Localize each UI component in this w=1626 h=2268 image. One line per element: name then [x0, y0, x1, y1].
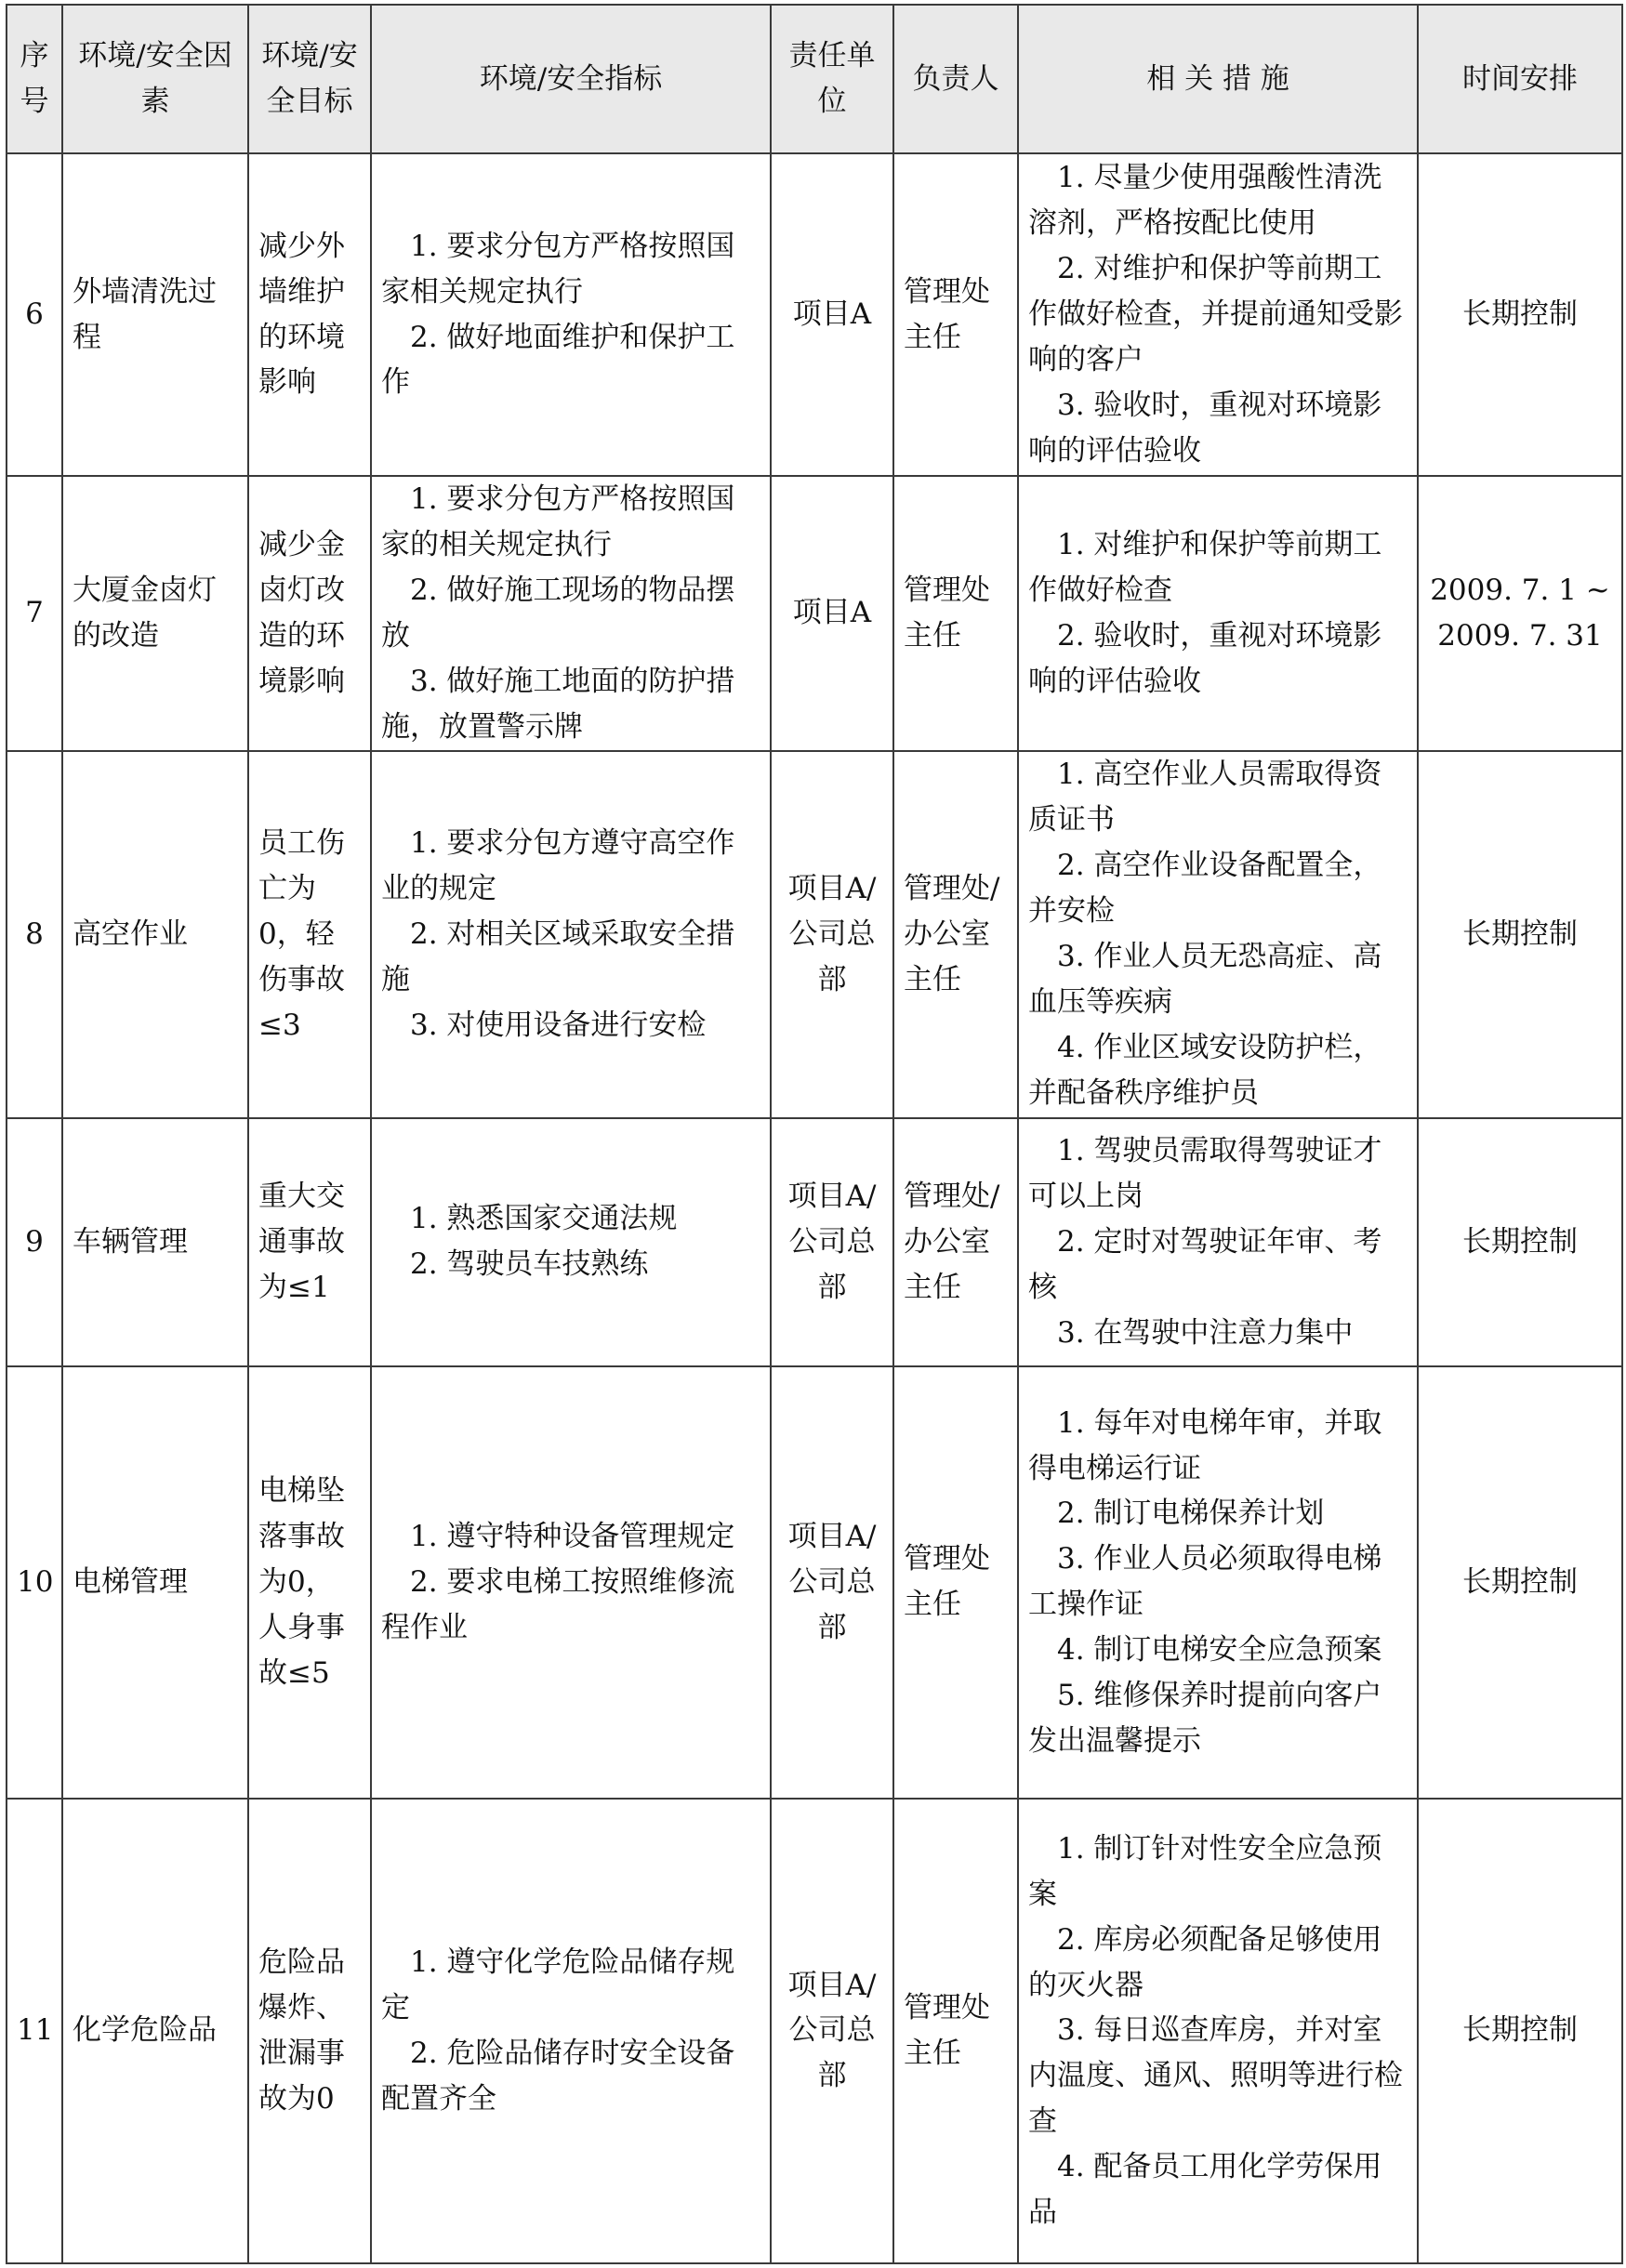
row-measures-item: 1. 驾驶员需取得驾驶证才可以上岗 — [1028, 1133, 1382, 1213]
row-schedule: 长期控制 — [1418, 751, 1622, 1118]
row-no: 9 — [7, 1118, 62, 1366]
row-measures — [1018, 476, 1418, 751]
row-indicators-item: 2. 危险品储存时安全设备配置齐全 — [381, 2036, 735, 2116]
row-goal: 危险品爆炸、泄漏事故为0 — [248, 1799, 371, 2263]
row-goal: 重大交通事故为≤1 — [248, 1118, 371, 1366]
row-measures-item: 5. 维修保养时提前向客户发出温馨提示 — [1028, 1679, 1382, 1759]
row-person: 管理处主任 — [893, 1366, 1018, 1799]
row-indicators-item: 1. 熟悉国家交通法规 — [410, 1202, 678, 1236]
row-schedule: 2009. 7. 1 ~ 2009. 7. 31 — [1418, 476, 1622, 751]
row-indicators-item: 3. 做好施工地面的防护措施，放置警示牌 — [381, 664, 735, 744]
row-indicators-item: 2. 做好地面维护和保护工作 — [381, 320, 735, 400]
row-measures-item: 4. 作业区域安设防护栏，并配备秩序维护员 — [1028, 1031, 1382, 1111]
header-schedule: 时间安排 — [1418, 5, 1622, 153]
row-indicators-item: 2. 做好施工现场的物品摆放 — [381, 573, 735, 653]
row-indicators-item: 2. 对相关区域采取安全措施 — [381, 916, 735, 996]
row-measures — [1018, 153, 1418, 476]
row-measures-item: 2. 验收时，重视对环境影响的评估验收 — [1028, 618, 1382, 698]
row-measures-item: 1. 尽量少使用强酸性清洗溶剂，严格按配比使用 — [1028, 161, 1382, 241]
row-measures-item: 2. 制订电梯保养计划 — [1057, 1497, 1325, 1531]
row-schedule: 长期控制 — [1418, 1799, 1622, 2263]
row-factor: 化学危险品 — [62, 1799, 248, 2263]
row-measures-item: 1. 高空作业人员需取得资质证书 — [1028, 758, 1382, 837]
header-indicator: 环境/安全指标 — [371, 5, 771, 153]
row-indicators-item: 1. 要求分包方遵守高空作业的规定 — [381, 825, 735, 905]
row-measures-item: 3. 作业人员无恐高症、高血压等疾病 — [1028, 940, 1382, 1020]
row-goal: 电梯坠落事故为0，人身事故≤5 — [248, 1366, 371, 1799]
table-row — [7, 751, 1622, 1118]
header-factor: 环境/安全因素 — [62, 5, 248, 153]
header-goal: 环境/安全目标 — [248, 5, 371, 153]
row-factor: 大厦金卤灯的改造 — [62, 476, 248, 751]
row-person: 管理处/办公室主任 — [893, 751, 1018, 1118]
header-unit: 责任单位 — [771, 5, 893, 153]
row-no: 10 — [7, 1366, 62, 1799]
row-measures — [1018, 751, 1418, 1118]
row-measures-item: 3. 每日巡查库房，并对室内温度、通风、照明等进行检查 — [1028, 2013, 1403, 2139]
row-schedule: 长期控制 — [1418, 1118, 1622, 1366]
row-schedule: 长期控制 — [1418, 1366, 1622, 1799]
row-no: 11 — [7, 1799, 62, 2263]
row-indicators-item: 1. 遵守化学危险品储存规定 — [381, 1945, 735, 2024]
row-indicators-item: 2. 驾驶员车技熟练 — [410, 1247, 649, 1282]
row-no: 6 — [7, 153, 62, 476]
row-measures-item: 3. 在驾驶中注意力集中 — [1057, 1315, 1354, 1350]
row-measures-item: 1. 对维护和保护等前期工作做好检查 — [1028, 527, 1382, 607]
table-row — [7, 1366, 1622, 1799]
row-measures-item: 1. 制订针对性安全应急预案 — [1028, 1831, 1382, 1911]
row-indicators — [371, 1799, 771, 2263]
row-measures — [1018, 1366, 1418, 1799]
row-measures-item: 2. 高空作业设备配置全，并安检 — [1028, 849, 1382, 929]
table-row — [7, 153, 1622, 476]
row-indicators — [371, 751, 771, 1118]
row-factor: 电梯管理 — [62, 1366, 248, 1799]
table-header — [7, 5, 1622, 153]
row-indicators-item: 1. 遵守特种设备管理规定 — [410, 1519, 735, 1553]
row-indicators-item: 3. 对使用设备进行安检 — [410, 1008, 707, 1042]
row-indicators — [371, 476, 771, 751]
row-indicators — [371, 1118, 771, 1366]
row-unit: 项目A — [771, 153, 893, 476]
row-goal: 减少外墙维护的环境影响 — [248, 153, 371, 476]
row-indicators-item: 1. 要求分包方严格按照国家相关规定执行 — [381, 229, 735, 309]
row-person: 管理处主任 — [893, 476, 1018, 751]
row-measures-item: 2. 定时对驾驶证年审、考核 — [1028, 1224, 1382, 1304]
row-person: 管理处/办公室主任 — [893, 1118, 1018, 1366]
row-measures — [1018, 1118, 1418, 1366]
header-person: 负责人 — [893, 5, 1018, 153]
table-row — [7, 476, 1622, 751]
table-row — [7, 1118, 1622, 1366]
row-measures-item: 2. 库房必须配备足够使用的灭火器 — [1028, 1922, 1382, 2002]
row-unit: 项目A/公司总部 — [771, 1118, 893, 1366]
row-measures — [1018, 1799, 1418, 2263]
row-indicators-item: 2. 要求电梯工按照维修流程作业 — [381, 1564, 735, 1644]
row-indicators — [371, 1366, 771, 1799]
row-measures-item: 4. 配备员工用化学劳保用品 — [1028, 2150, 1382, 2230]
row-measures-item: 3. 验收时，重视对环境影响的评估验收 — [1028, 388, 1382, 468]
environment-safety-table — [6, 4, 1623, 2264]
row-unit: 项目A/公司总部 — [771, 1799, 893, 2263]
row-indicators — [371, 153, 771, 476]
row-unit: 项目A/公司总部 — [771, 1366, 893, 1799]
row-measures-item: 4. 制订电梯安全应急预案 — [1057, 1633, 1382, 1668]
row-factor: 外墙清洗过程 — [62, 153, 248, 476]
row-no: 7 — [7, 476, 62, 751]
row-unit: 项目A/公司总部 — [771, 751, 893, 1118]
table-row — [7, 1799, 1622, 2263]
row-measures-item: 3. 作业人员必须取得电梯工操作证 — [1028, 1542, 1382, 1622]
header-measures: 相 关 措 施 — [1018, 5, 1418, 153]
row-goal: 减少金卤灯改造的环境影响 — [248, 476, 371, 751]
row-person: 管理处主任 — [893, 1799, 1018, 2263]
row-factor: 高空作业 — [62, 751, 248, 1118]
header-no: 序号 — [7, 5, 62, 153]
table-body — [7, 153, 1622, 2263]
row-measures-item: 2. 对维护和保护等前期工作做好检查，并提前通知受影响的客户 — [1028, 252, 1403, 376]
row-unit: 项目A — [771, 476, 893, 751]
row-factor: 车辆管理 — [62, 1118, 248, 1366]
row-measures-item: 1. 每年对电梯年审，并取得电梯运行证 — [1028, 1405, 1382, 1485]
row-no: 8 — [7, 751, 62, 1118]
row-goal: 员工伤亡为0，轻伤事故≤3 — [248, 751, 371, 1118]
row-schedule: 长期控制 — [1418, 153, 1622, 476]
row-person: 管理处主任 — [893, 153, 1018, 476]
row-indicators-item: 1. 要求分包方严格按照国家的相关规定执行 — [381, 482, 735, 561]
